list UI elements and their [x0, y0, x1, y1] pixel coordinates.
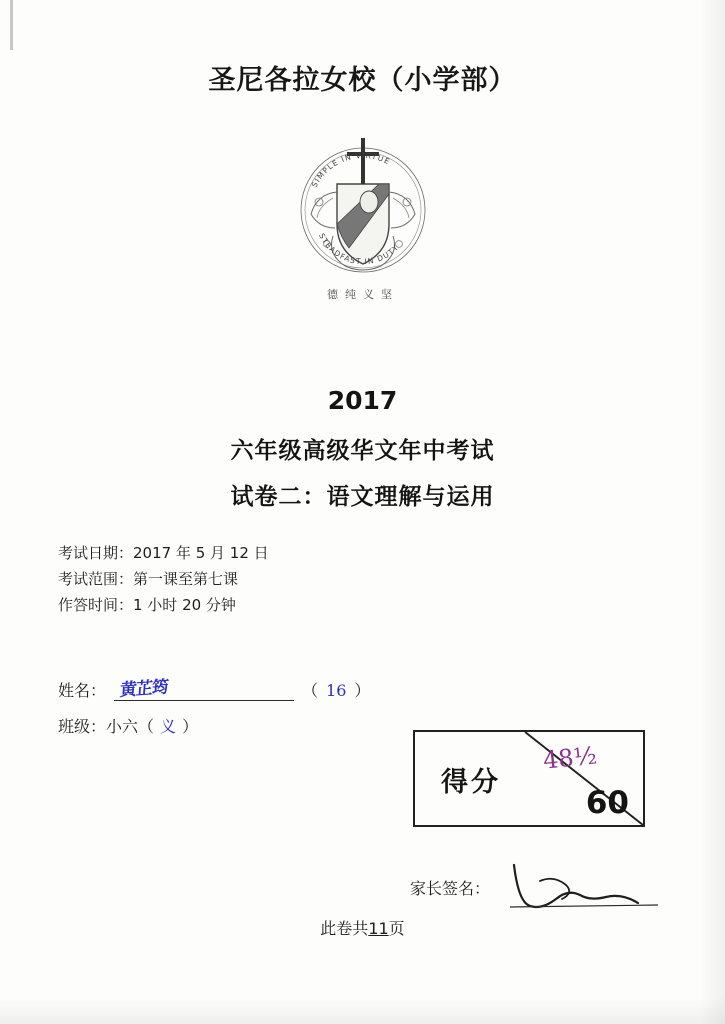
scan-shadow-right: [699, 0, 725, 1024]
crest-motto-bottom: STEADFAST IN DUTY: [316, 231, 401, 267]
score-label: 得分: [441, 767, 501, 798]
svg-text:SIMPLE IN VIRTUE: [309, 151, 391, 189]
exam-scope: 考试范围：第一课至第七课: [58, 570, 239, 588]
handwritten-index-number: 16: [326, 681, 347, 700]
class-paren-close: ）: [182, 717, 199, 736]
handwritten-name: 黄芷筠: [119, 677, 169, 701]
scan-shadow-bottom: [0, 998, 725, 1024]
crest-motto-top: SIMPLE IN VIRTUE: [309, 150, 392, 189]
name-label: 姓名：: [58, 681, 107, 700]
handwritten-score: 48½: [541, 741, 599, 775]
exam-year: 2017: [327, 386, 398, 415]
class-label: 班级：: [58, 717, 107, 736]
exam-duration: 作答时间：1 小时 20 分钟: [58, 596, 236, 614]
page-count: [0, 916, 725, 939]
school-crest-icon: [293, 132, 433, 312]
page-count-suffix: 页: [388, 919, 405, 938]
guardian-signature-mark: [510, 855, 660, 915]
guardian-signature-label: 家长签名：: [410, 879, 491, 898]
crest-chinese-motto: 德纯义坚: [326, 288, 399, 301]
name-input-blank[interactable]: [114, 678, 294, 701]
score-box: [413, 730, 645, 827]
exam-date: 考试日期：2017 年 5 月 12 日: [58, 544, 269, 562]
exam-title-line-1: 六年级高级华文年中考试: [230, 438, 495, 464]
index-number-group: [302, 678, 370, 701]
exam-meta-block: [58, 540, 269, 618]
class-row: [58, 701, 370, 737]
class-paren-open: （: [138, 717, 155, 736]
page-count-number: 11: [368, 919, 389, 938]
student-fields: [58, 665, 370, 737]
class-section-group: [138, 714, 198, 737]
school-title: 圣尼各拉女校（小学部）: [208, 65, 517, 96]
name-row: [58, 665, 370, 701]
score-total: 60: [585, 785, 629, 821]
exam-title-line-2: 试卷二：语文理解与运用: [230, 484, 495, 510]
paren-close: ）: [354, 681, 371, 700]
class-value: 小六: [106, 717, 139, 736]
page-count-prefix: 此卷共: [320, 919, 369, 938]
scan-artifact-left: [10, 0, 13, 50]
paren-open: （: [302, 681, 319, 700]
handwritten-class-section: 义: [160, 717, 177, 736]
